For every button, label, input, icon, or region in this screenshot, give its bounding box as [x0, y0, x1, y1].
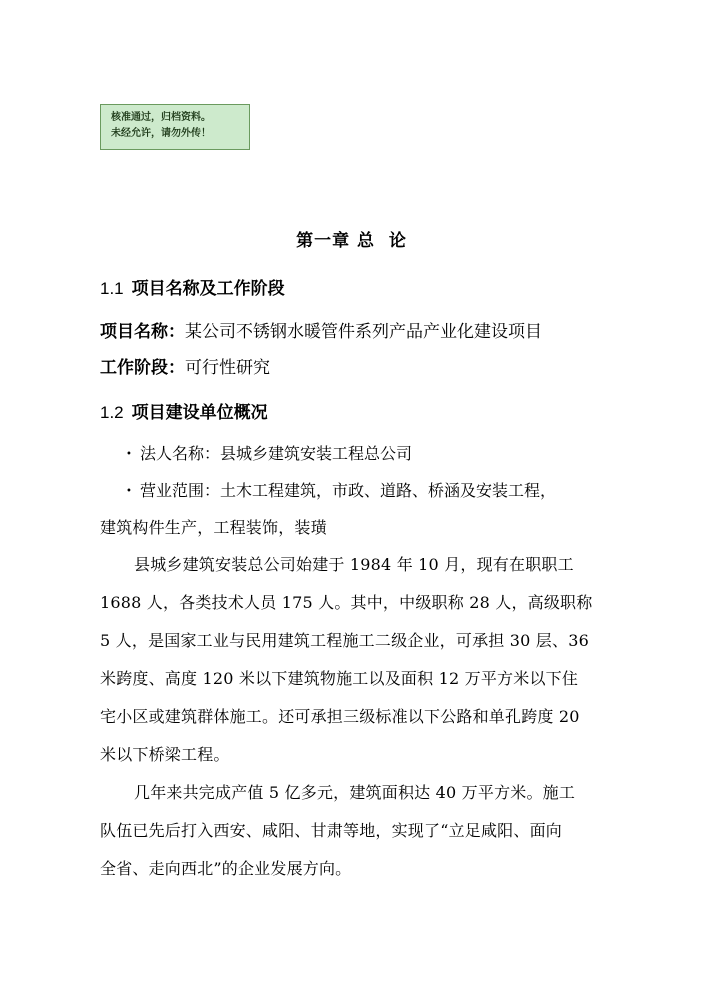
project-name-label: 项目名称： — [100, 322, 185, 342]
bullet-text: 法人名称：县城乡建筑安装工程总公司 — [140, 444, 413, 463]
paragraph-line: 1688 人，各类技术人员 175 人。其中，中级职称 28 人，高级职称 — [100, 593, 593, 612]
work-stage-value: 可行性研究 — [185, 358, 270, 378]
section-title: 项目名称及工作阶段 — [131, 279, 285, 299]
stamp-line-2: 未经允许，请勿外传！ — [111, 128, 211, 139]
section-title: 项目建设单位概况 — [131, 403, 268, 423]
chapter-title: 第一章 总 论 — [296, 231, 407, 251]
bullet-item — [126, 478, 556, 501]
stamp-line-1: 核准通过，归档资料。 — [111, 112, 211, 123]
paragraph-line: 队伍已先后打入西安、咸阳、甘肃等地，实现了“立足咸阳、面向 — [100, 821, 562, 840]
section-number: 1.2 — [100, 403, 124, 422]
bullet-continuation: 建筑构件生产，工程装饰，装璜 — [100, 518, 327, 537]
project-name-value: 某公司不锈钢水暖管件系列产品产业化建设项目 — [185, 322, 542, 342]
paragraph-line: 全省、走向西北”的企业发展方向。 — [100, 859, 352, 878]
paragraph-line: 米跨度、高度 120 米以下建筑物施工以及面积 12 万平方米以下住 — [100, 669, 579, 688]
paragraph-line: 宅小区或建筑群体施工。还可承担三级标准以下公路和单孔跨度 20 — [100, 707, 580, 726]
section-heading-1-1 — [100, 274, 285, 299]
bullet-text: 营业范围：土木工程建筑，市政、道路、桥涵及安装工程， — [140, 481, 557, 500]
work-stage-row — [100, 353, 270, 378]
project-name-row — [100, 317, 542, 342]
archive-stamp — [100, 104, 250, 150]
paragraph-line: 5 人，是国家工业与民用建筑工程施工二级企业，可承担 30 层、36 — [100, 631, 589, 650]
paragraph-line: 几年来共完成产值 5 亿多元，建筑面积达 40 万平方米。施工 — [134, 783, 576, 802]
bullet-dot-icon: • — [126, 486, 132, 497]
section-number: 1.1 — [100, 279, 124, 298]
paragraph-line: 县城乡建筑安装总公司始建于 1984 年 10 月，现有在职职工 — [134, 555, 574, 574]
paragraph-line: 米以下桥梁工程。 — [100, 745, 230, 764]
bullet-dot-icon: • — [126, 449, 132, 460]
bullet-item — [126, 441, 412, 464]
work-stage-label: 工作阶段： — [100, 358, 185, 378]
section-heading-1-2 — [100, 398, 268, 423]
